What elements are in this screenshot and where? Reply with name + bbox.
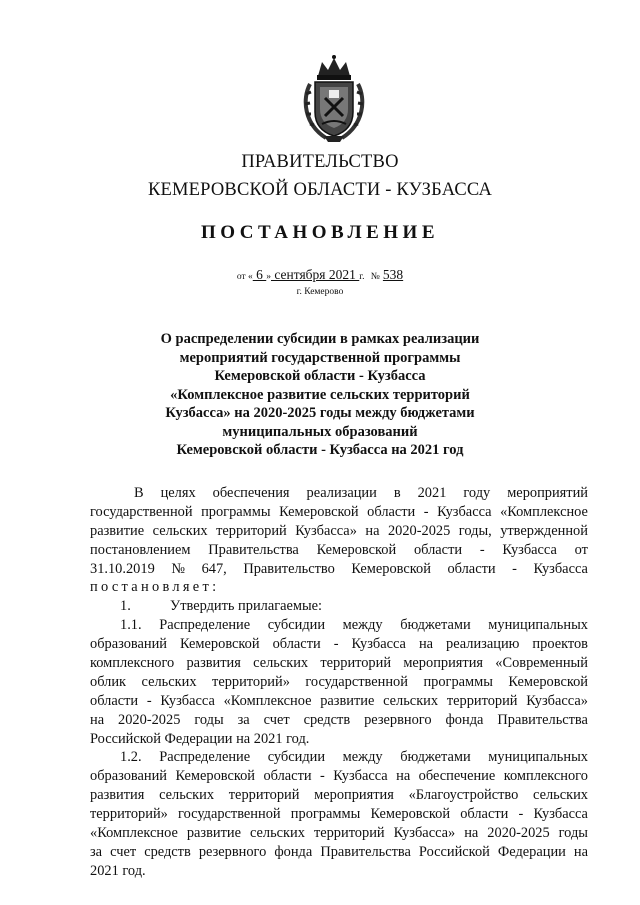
word: № — [171, 560, 186, 577]
word: счет — [110, 843, 137, 860]
word: целях — [160, 485, 196, 501]
word: Российской — [418, 843, 490, 860]
word: Кемеровской — [180, 636, 260, 653]
word: Кузбасса» — [295, 522, 357, 539]
word: 2020-2025 — [487, 825, 550, 842]
word: образований — [90, 636, 167, 653]
word: программы — [290, 806, 361, 823]
item-1-1-line — [120, 616, 588, 635]
word: за — [90, 843, 103, 860]
word: территорий» — [90, 806, 168, 823]
document-type: ПОСТАНОВЛЕНИЕ — [200, 222, 440, 243]
word: Кузбасса — [351, 636, 406, 653]
item-1-1-line — [90, 711, 588, 730]
word: «Современный — [495, 655, 588, 672]
word: развитие — [90, 522, 145, 539]
word: области — [90, 692, 139, 709]
word: Кузбасса» — [393, 825, 456, 842]
word: Кемеровской — [351, 560, 431, 577]
word: - — [518, 806, 524, 823]
word: Кемеровской — [316, 541, 397, 558]
date-month-year: сентября 2021 — [270, 267, 360, 282]
word: за — [237, 711, 250, 728]
word: обеспечения — [212, 485, 290, 501]
word: Кемеровской — [508, 673, 588, 690]
word: программы — [201, 503, 271, 520]
word: фонда — [445, 711, 484, 728]
word: территорий — [216, 522, 287, 539]
item-1-1-last-line: Российской Федерации на 2021 год. — [90, 730, 310, 747]
word: на — [418, 636, 434, 653]
word: государственной — [178, 806, 281, 823]
word: Распределение — [159, 749, 251, 766]
word: реализации — [306, 485, 377, 501]
word: Распределение — [159, 617, 251, 634]
item-1-2-line — [90, 843, 588, 862]
word: сельских — [383, 692, 439, 709]
item-1-1-line — [90, 635, 588, 654]
kemerovo-region-coat-of-arms-icon — [298, 54, 370, 144]
word: 2020-2025 — [387, 522, 451, 539]
word: постановлением — [90, 541, 191, 558]
word: территорий — [446, 692, 518, 709]
document-number: 538 — [382, 267, 404, 282]
word: муниципальных — [488, 617, 588, 634]
word: 2020-2025 — [118, 711, 181, 728]
word: 1.2. — [120, 749, 142, 766]
word: комплексного — [503, 768, 588, 785]
city: г. Кемерово — [296, 287, 344, 297]
item-1-1-line — [90, 673, 588, 692]
word: годы — [194, 711, 224, 728]
word: 2021 — [417, 485, 447, 501]
word: Кузбасса» — [526, 692, 588, 709]
word: - — [320, 768, 325, 785]
word: Кемеровской — [175, 768, 256, 785]
word: Кемеровской — [370, 806, 451, 823]
word: Правительства — [320, 843, 411, 860]
word: мероприятия — [403, 655, 484, 672]
word: утвержденной — [500, 522, 588, 539]
word: Кузбасса — [533, 806, 588, 823]
word: государственной — [90, 503, 193, 520]
word: - — [479, 541, 485, 558]
word: на — [573, 843, 588, 860]
word: 31.10.2019 — [90, 560, 155, 577]
word: годы — [558, 825, 588, 842]
word: сельских — [249, 825, 305, 842]
word: средств — [303, 711, 351, 728]
word: области — [263, 768, 312, 785]
word: развития — [90, 787, 145, 804]
item-1-2-line — [120, 748, 588, 767]
document-title-line: муниципальных образований — [222, 423, 418, 440]
word: сельских — [141, 673, 197, 690]
item-1-number: 1. — [120, 598, 131, 615]
document-title-line: Кемеровской области - Кузбасса на 2021 год — [176, 442, 464, 458]
word: 1.1. — [120, 617, 142, 634]
word: проектов — [532, 636, 588, 653]
word: сельских — [253, 655, 309, 672]
word: Правительства — [208, 541, 299, 558]
word: сельских — [152, 522, 208, 539]
word: области — [272, 636, 321, 653]
word: территорий» — [212, 673, 290, 690]
word: «Благоустройство — [408, 787, 519, 804]
word: Кузбасса — [502, 541, 557, 558]
number-label: № — [370, 272, 380, 282]
word: сельских — [159, 787, 215, 804]
word: комплексного — [90, 655, 175, 672]
word: Кузбасса — [437, 503, 492, 520]
word: счет — [263, 711, 290, 728]
word: годы, — [458, 522, 492, 539]
word: мероприятий — [507, 485, 588, 501]
date-from-label: от « — [236, 272, 253, 282]
word: на — [90, 711, 105, 728]
word: государственной — [305, 673, 408, 690]
word: Правительство — [243, 560, 335, 577]
word: на — [464, 825, 479, 842]
word: на — [365, 522, 380, 539]
word: - — [512, 560, 517, 577]
word: программы — [423, 673, 493, 690]
document-title-line: Кемеровской области - Кузбасса — [214, 368, 426, 384]
document-title — [0, 330, 640, 460]
word: реализацию — [446, 636, 520, 653]
postanovlyaet-word: постановляет: — [90, 579, 220, 596]
item-1-2-last-line: 2021 год. — [90, 862, 146, 879]
word: - — [423, 503, 429, 520]
word: территорий — [320, 655, 392, 672]
word: Кемеровской — [279, 503, 359, 520]
paragraph-1-line — [134, 484, 588, 503]
word: Кузбасса — [333, 768, 388, 785]
word: муниципальных — [488, 749, 588, 766]
paragraph-1-line — [90, 541, 588, 560]
date-and-number — [0, 267, 640, 283]
item-1-2-line — [90, 824, 588, 843]
word: «Комплексное — [90, 825, 178, 842]
word: субсидии — [267, 749, 326, 766]
word: облик — [90, 673, 127, 690]
word: бюджетами — [400, 749, 471, 766]
word: между — [342, 749, 383, 766]
paragraph-1-line — [90, 560, 588, 579]
word: развития — [186, 655, 241, 672]
word: субсидии — [267, 617, 326, 634]
word: области — [367, 503, 416, 520]
word: «Комплексное — [223, 692, 312, 709]
paragraph-1-line — [90, 503, 588, 522]
word: «Комплексное — [500, 503, 588, 520]
word: Кузбасса — [533, 560, 588, 577]
word: сельских — [533, 787, 588, 804]
word: фонда — [274, 843, 313, 860]
word: 647, — [201, 560, 227, 577]
word: Кузбасса — [160, 692, 215, 709]
word: от — [574, 541, 588, 558]
word: области — [413, 541, 463, 558]
word: В — [134, 485, 144, 501]
word: году — [463, 485, 491, 501]
word: территорий — [228, 787, 300, 804]
document-title-line: «Комплексное развитие сельских территорий — [170, 386, 470, 403]
word: - — [146, 692, 152, 709]
word: образований — [90, 768, 167, 785]
item-1-1-line — [90, 692, 588, 711]
document-body — [90, 484, 588, 881]
item-1-2-line — [90, 805, 588, 824]
word: - — [333, 636, 339, 653]
document-title-line: мероприятий государственной программы — [179, 349, 461, 366]
word: мероприятия — [314, 787, 394, 804]
document-title-line: О распределении субсидии в рамках реализации — [160, 331, 480, 347]
word: развитие — [186, 825, 241, 842]
government-title-line2: КЕМЕРОВСКОЙ ОБЛАСТИ - КУЗБАССА — [147, 180, 493, 200]
word: области — [460, 806, 509, 823]
word: в — [393, 485, 401, 501]
date-year-suffix: г. — [359, 272, 365, 282]
document-title-line: Кузбасса» на 2020-2025 годы между бюджетами — [165, 405, 475, 421]
word: Правительства — [497, 711, 588, 728]
word: на — [396, 768, 411, 785]
word: территорий — [313, 825, 385, 842]
word: Федерации — [497, 843, 566, 860]
word: средств — [144, 843, 191, 860]
word: резервного — [198, 843, 267, 860]
item-1-2-line — [90, 786, 588, 805]
word: резервного — [364, 711, 432, 728]
item-1-2-line — [90, 767, 588, 786]
word: области — [447, 560, 496, 577]
date-day-close: » — [266, 272, 271, 282]
item-1 — [90, 597, 588, 616]
item-1-1-line — [90, 654, 588, 673]
government-title-line1: ПРАВИТЕЛЬСТВО — [241, 152, 399, 172]
word: развитие — [320, 692, 375, 709]
word: бюджетами — [400, 617, 471, 634]
word: между — [342, 617, 383, 634]
word: обеспечение — [418, 768, 496, 785]
paragraph-1-line — [90, 522, 588, 541]
item-1-text: Утвердить прилагаемые: — [170, 598, 323, 615]
date-day: 6 — [252, 267, 267, 282]
